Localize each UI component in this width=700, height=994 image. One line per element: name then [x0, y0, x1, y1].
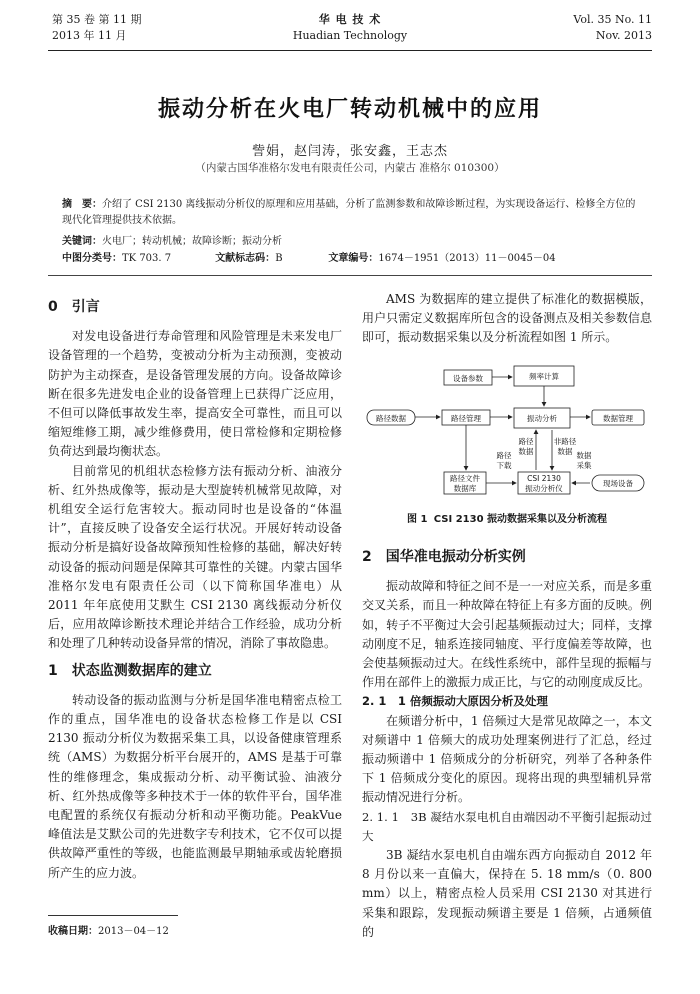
doc-code-label: 文献标志码： [215, 253, 276, 264]
label-data-collect-2: 采集 [576, 461, 592, 470]
affiliation: （内蒙古国华准格尔发电有限责任公司，内蒙古 准格尔 010300） [195, 162, 505, 174]
received-date-label: 收稿日期： [48, 926, 98, 937]
journal-name-en: Huadian Technology [292, 29, 408, 42]
node-vib-analysis: 振动分析 [527, 414, 557, 423]
paper-title: 振动分析在火电厂转动机械中的应用 [157, 96, 542, 122]
classification-row [62, 251, 642, 267]
node-csi-2: 振动分析仪 [525, 484, 563, 493]
label-non-route: 非路径 [553, 437, 577, 446]
doc-code-value: B [275, 253, 283, 264]
node-route-data: 路径数据 [376, 414, 406, 423]
node-field-device: 现场设备 [603, 479, 633, 488]
issue-date-en: Nov. 2013 [595, 29, 652, 42]
footnote-divider [48, 915, 178, 916]
node-route-mgmt: 路径管理 [451, 414, 481, 423]
keywords-text: 火电厂；转动机械；故障诊断；振动分析 [102, 236, 282, 247]
section-0-heading: 0 引言 [48, 299, 100, 315]
label-data-collect-1: 数据 [576, 451, 592, 460]
right-column-lower [362, 540, 652, 942]
section-2-1-heading: 2. 1 1 倍频振动大原因分析及处理 [362, 694, 548, 709]
label-route-down-1: 路径 [496, 451, 512, 460]
class-label: 中图分类号： [62, 253, 122, 264]
label-non-route-data: 数据 [557, 447, 573, 456]
section-0-paragraph-2: 目前常见的机组状态检修方法有振动分析、油液分析、红外热成像等，振动是大型旋转机械常见故障，对机组安全运行危害较大。振动同时也是设备的“体温计”，直接反映了设备安全运行状况。开展好转动设备振动分析是搞好设备故障预知性检修的基础，解决好转动设备的振动问题是保障其可靠性的关键。内蒙古国华准格尔发电有限责任公司（以下简称国华准电）从 2011 年年底使用艾默生 CSI 2130 离线振动分析仪后，应用故障诊断技术理论并结合工作经验，成功分析和处理了几种转动设备异常的情况，消除了事故隐患。 [48, 463, 342, 651]
author-list: 訾娟，赵闫涛，张安鑫，王志杰 [251, 144, 448, 159]
label-data: 数据 [518, 447, 534, 456]
volume-issue: 第 35 卷 第 11 期 [52, 13, 142, 26]
node-data-mgmt: 数据管理 [603, 414, 633, 423]
keywords-label: 关键词： [62, 236, 102, 247]
article-number-label: 文章编号： [328, 253, 379, 264]
abstract-divider [48, 275, 652, 276]
received-date [48, 922, 169, 937]
node-device-params: 设备参数 [453, 374, 483, 383]
label-route: 路径 [518, 437, 534, 446]
abstract-label: 摘 要： [62, 199, 102, 210]
issue-date: 2013 年 11 月 [52, 29, 127, 42]
journal-volume-en [573, 12, 652, 44]
section-2-1-1-paragraph-1: 3B 凝结水泵电机自由端东西方向振动自 2012 年 8 月份以来一直偏大，保持在 5. 18 mm/s（0. 800 mm）以上，精密点检人员采用 CSI 2130 对其进行采集和跟踪，发现振动频谱主要是 1 倍频，占通频值的 [362, 848, 652, 939]
section-1-paragraph-1: 转动设备的振动监测与分析是国华准电精密点检工作的重点，国华准电的设备状态检修工作是以 CSI 2130 振动分析仪为数据采集工具，以设备健康管理系统（AMS）为数据分析平台展开的，AMS 是基于可靠性的维修理念，集成振动分析、动平衡试验、油液分析、红外热成像等多种技术于一体的软件平台，国华准电配置的系统仅有振动分析和动平衡功能。PeakVue 峰值法是艾默公司的先进数字专利技术，它不仅可以提供故障严重性的等级，也能监测最早期轴承或齿轮磨损所产生的应力波。 [48, 692, 342, 880]
node-route-file-2: 数据库 [453, 484, 477, 493]
section-2-paragraph-1: 振动故障和特征之间不是一一对应关系，而是多重交叉关系，而且一种故障在特征上有多方面的反映。例如，转子不平衡过大会引起基频振动过大；同样，支撑动刚度不足，轴系连接同轴度、平行度偏差等故障，也会使基频振动过大。在线性系统中，部件呈现的振幅与作用在部件上的激振力成正比，与它的动刚度成反比。 [362, 579, 652, 690]
volume-issue-en: Vol. 35 No. 11 [573, 13, 652, 26]
section-2-heading: 2 国华准电振动分析实例 [362, 549, 526, 565]
node-route-file-1: 路径文件 [450, 474, 480, 483]
figure-1-caption [362, 510, 652, 525]
node-csi-1: CSI 2130 [527, 474, 561, 483]
journal-name-cn: 华 电 技 术 [318, 13, 382, 26]
abstract-text: 介绍了 CSI 2130 离线振动分析仪的原理和应用基础，分析了监测参数和故障诊断过程，为实现设备运行、检修全方位的现代化管理提供技术依据。 [62, 199, 636, 226]
header-divider [48, 50, 652, 51]
figure-1-label: 图 1 [406, 514, 428, 525]
left-column [48, 290, 342, 883]
class-value: TK 703. 7 [122, 253, 172, 264]
abstract [62, 197, 642, 229]
received-date-value: 2013－04－12 [98, 926, 169, 937]
section-1-heading: 1 状态监测数据库的建立 [48, 662, 212, 679]
figure-1-flowchart [362, 362, 652, 532]
label-route-down-2: 下载 [496, 461, 512, 470]
article-number-value: 1674－1951（2013）11－0045－04 [378, 253, 556, 264]
section-0-paragraph-1: 对发电设备进行寿命管理和风险管理是未来发电厂设备管理的一个趋势，变被动分析为主动预测，变被动防护为主动探查，是设备管理发展的方向。设备故障诊断在很多先进发电企业的设备管理上已获得广泛应用，不但可以降低事故发生率，提高安全可靠性，而且可以缩短维修工期，减少维修费用，使日常检修和定期检修负荷达到最均衡状态。 [48, 329, 342, 459]
node-freq-calc: 频率计算 [529, 372, 559, 381]
section-2-1-1-heading: 2. 1. 1 3B 凝结水泵电机自由端因动不平衡引起振动过大 [362, 809, 652, 843]
right-paragraph-top: AMS 为数据库的建立提供了标准化的数据模版，用户只需定义数据库所包含的设备测点及相关参数信息即可，振动数据采集以及分析流程如图 1 所示。 [362, 292, 652, 345]
keywords [62, 234, 642, 250]
figure-1-caption-text: CSI 2130 振动数据采集以及分析流程 [433, 514, 608, 525]
section-2-1-paragraph-1: 在频谱分析中，1 倍频过大是常见故障之一，本文对频谱中 1 倍频大的成功处理案例进行了汇总，经过振动频谱中 1 倍频成分的分析研究，列举了各种条件下 1 倍频成分变化的原因。现将出现的典型辅机异常振动情况进行分析。 [362, 713, 652, 805]
right-column [362, 290, 652, 348]
